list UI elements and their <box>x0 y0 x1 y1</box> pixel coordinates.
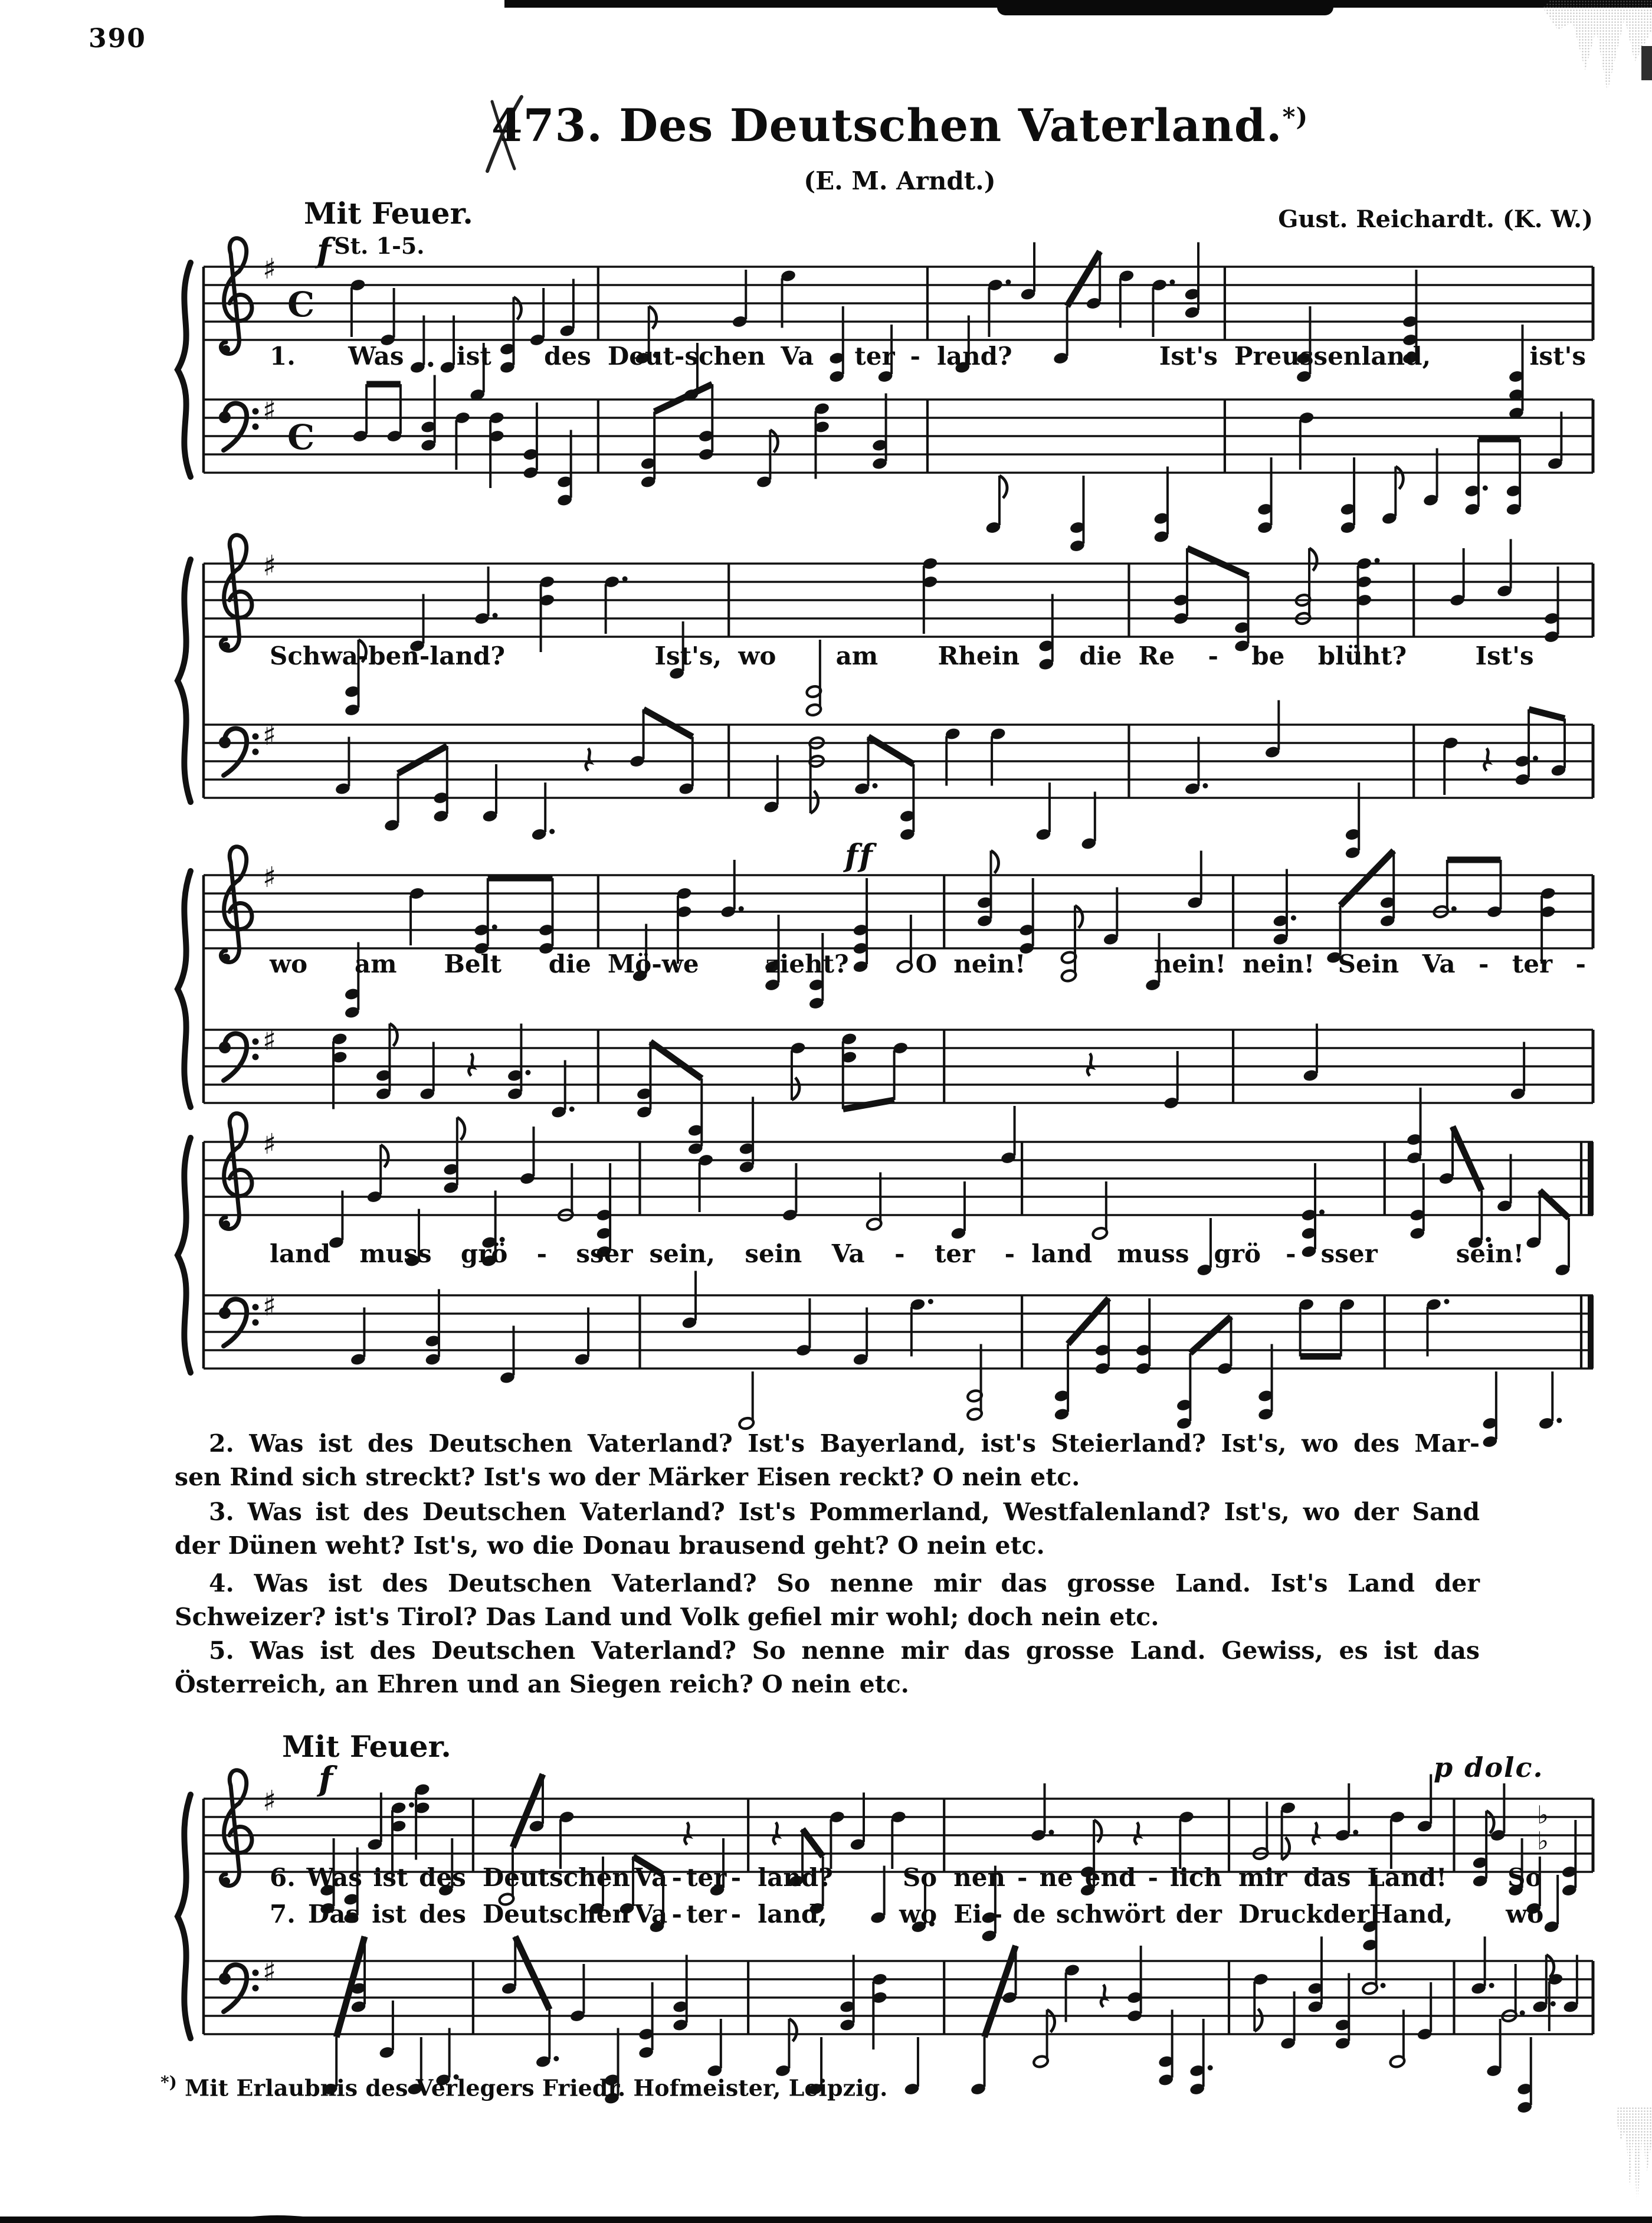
lyric-token: nen <box>953 1863 1005 1892</box>
lyric-token: nein! <box>1153 950 1227 978</box>
lyric-token: - <box>536 1239 548 1268</box>
svg-text:♯: ♯ <box>263 1785 277 1818</box>
svg-text:♯: ♯ <box>263 1128 277 1161</box>
lyric-token: - <box>1148 1863 1158 1892</box>
page-subtitle: (E. M. Arndt.) <box>804 166 996 195</box>
lyric-token: am <box>354 950 397 978</box>
lyric-token: das <box>1303 1863 1351 1892</box>
lyric-token: Ist's, <box>654 641 722 670</box>
lyric-token: land? <box>758 1863 833 1892</box>
lyric-token: muss <box>359 1239 432 1268</box>
lyric-token: ist <box>456 342 491 371</box>
lyric-token: O <box>915 950 938 978</box>
lyric-measure <box>608 343 920 369</box>
svg-text:♯: ♯ <box>263 253 277 286</box>
lyric-token: ter <box>686 1863 727 1892</box>
lyric-measure <box>270 1901 466 1927</box>
lyric-token: zieht? <box>765 950 849 978</box>
lyric-token: Ist's <box>1159 342 1218 371</box>
lyric-measure <box>1394 1241 1586 1267</box>
verse-5-line-1: 5. Was ist des Deutschen Vaterland? So nenne mir das grosse Land. Gewiss, es ist das <box>209 1636 1480 1665</box>
lyric-token: Preussenland, <box>1234 342 1431 371</box>
svg-text:♭: ♭ <box>1537 1826 1549 1855</box>
lyric-token: land? <box>936 342 1012 371</box>
verse-block <box>175 1634 1480 1701</box>
forte-marking-2: f <box>319 1760 333 1799</box>
verse-4-line-2: Schweizer? ist's Tirol? Das Land und Volk gefiel mir wohl; doch nein etc. <box>175 1603 1159 1631</box>
title-footnote-mark: *) <box>1282 102 1309 132</box>
lyric-token: mir <box>1238 1863 1287 1892</box>
verse-block <box>175 1427 1480 1494</box>
verse-4-line-1: 4. Was ist des Deutschen Vaterland? So nenne mir das grosse Land. Ist's Land der <box>209 1569 1480 1597</box>
lyric-token: nein! <box>953 950 1026 978</box>
scan-mark-right-edge <box>1641 46 1652 80</box>
tempo-marking-1: Mit Feuer. <box>304 196 473 231</box>
lyric-token: ist <box>373 1863 408 1892</box>
lyric-token: schwört <box>1056 1900 1166 1929</box>
lyric-token: Sein <box>1338 950 1399 978</box>
lyric-token: - <box>1017 1863 1028 1892</box>
lyric-token: wo <box>1506 1900 1544 1929</box>
lyric-measure <box>1423 643 1586 669</box>
page-number: 390 <box>88 24 146 54</box>
lyric-token: land, <box>758 1900 827 1929</box>
footnote-mark: *) <box>160 2073 177 2092</box>
lyric-token: 7. <box>270 1900 296 1929</box>
lyric-measure <box>1138 643 1407 669</box>
lyric-token: - <box>894 1239 905 1268</box>
lyric-token: 6. <box>270 1863 296 1892</box>
lyric-token: - <box>992 1900 1002 1929</box>
lyric-measure <box>758 1901 937 1927</box>
lyric-token: - <box>1208 641 1218 670</box>
lyric-token: - <box>1004 1239 1015 1268</box>
lyric-token: des <box>544 342 591 371</box>
lyric-measure <box>937 343 1218 369</box>
lyric-token: Was <box>348 342 404 371</box>
lyric-token: die <box>1079 641 1122 670</box>
svg-text:♯: ♯ <box>263 394 277 427</box>
lyric-token: - <box>829 342 840 371</box>
lyric-token: der <box>1175 1900 1222 1929</box>
piano-dolce-marking: p dolc. <box>1434 1751 1544 1783</box>
lyric-token: ne <box>1039 1863 1073 1892</box>
lyric-token: des <box>419 1900 466 1929</box>
lyric-token: wo <box>738 641 776 670</box>
lyric-token: grö <box>1214 1239 1261 1268</box>
lyric-token: muss <box>1117 1239 1189 1268</box>
lyric-measure <box>1238 1900 1453 1929</box>
scan-blob-top <box>997 0 1333 15</box>
lyric-token: Land! <box>1367 1863 1447 1892</box>
lyric-token: ist <box>372 1900 407 1929</box>
lyric-token: Re <box>1138 641 1175 670</box>
lyric-token: - <box>730 1863 742 1892</box>
page-title <box>206 99 1593 152</box>
svg-text:C: C <box>287 284 315 325</box>
lyric-token: Hand, <box>1369 1900 1453 1929</box>
lyric-token: - <box>1575 950 1586 978</box>
verse-2-line-1: 2. Was ist des Deutschen Vaterland? Ist's Bayerland, ist's Steierland? Ist's, wo des Mar- <box>209 1429 1480 1458</box>
lyric-measure <box>1238 1865 1447 1891</box>
lyric-token: Was <box>306 1863 362 1892</box>
lyric-token: Ei <box>953 1900 982 1929</box>
forte-marking: f <box>317 231 332 270</box>
lyric-token: sein, <box>649 1239 715 1268</box>
lyric-token: am <box>835 641 879 670</box>
verse-block <box>175 1495 1480 1563</box>
verse-block <box>175 1567 1480 1634</box>
verse-3-line-2: der Dünen weht? Ist's, wo die Donau brausend geht? O nein etc. <box>175 1531 1045 1560</box>
lyric-measure <box>758 1865 937 1891</box>
lyric-token: wo <box>899 1900 938 1929</box>
svg-text:♯: ♯ <box>263 549 277 582</box>
lyric-token: nein! <box>1243 950 1315 978</box>
lyric-token: sser <box>1320 1239 1378 1268</box>
lyric-measure <box>1031 1241 1378 1267</box>
scan-bumps-bottom <box>0 2178 1652 2223</box>
lyric-token: So <box>902 1863 938 1892</box>
lyric-token: die <box>548 950 591 978</box>
lyric-token: wo <box>270 950 308 978</box>
svg-text:♯: ♯ <box>263 1024 277 1057</box>
lyric-token: - <box>730 1900 742 1929</box>
lyric-token: des <box>419 1863 466 1892</box>
lyric-token: Va <box>634 1863 668 1892</box>
lyric-measure <box>953 951 1226 977</box>
music-system-1 <box>0 205 1652 541</box>
lyric-token: Das <box>307 1900 360 1929</box>
lyric-token: grö <box>460 1239 508 1268</box>
lyric-token: sein <box>745 1239 802 1268</box>
lyric-token: - <box>1286 1239 1296 1268</box>
lyric-token: - <box>910 342 920 371</box>
lyric-token: Schwa-ben-land? <box>270 641 505 670</box>
lyric-token: So <box>1507 1863 1542 1892</box>
lyric-measure <box>738 643 1122 669</box>
lyric-token: sein! <box>1456 1239 1525 1268</box>
lyric-measure <box>270 643 722 669</box>
svg-text:♯: ♯ <box>263 861 277 894</box>
lyric-token: lich <box>1169 1863 1222 1892</box>
footnote-text: Mit Erlaubnis des Verlegers Friedr. Hofmeister, Leipzig. <box>185 2074 888 2101</box>
verse-5-line-2: Österreich, an Ehren und an Siegen reich? O nein etc. <box>175 1670 909 1698</box>
lyric-measure <box>953 1865 1222 1891</box>
lyric-token: ist's <box>1529 342 1586 371</box>
lyric-token: der <box>1323 1900 1369 1929</box>
lyric-measure <box>270 951 591 977</box>
lyric-token: ter <box>686 1900 727 1929</box>
lyric-token: land <box>1031 1239 1093 1268</box>
publisher-footnote <box>160 2073 887 2101</box>
music-system-2 <box>0 502 1652 866</box>
lyric-token: Deutschen <box>482 1863 630 1892</box>
lyric-token: Va <box>781 342 814 371</box>
lyric-token: Ist's <box>1475 641 1534 670</box>
svg-text:♯: ♯ <box>263 1289 277 1322</box>
lyric-measure <box>649 1241 1015 1267</box>
lyric-token: Va <box>1422 950 1456 978</box>
lyric-measure <box>1464 1901 1587 1927</box>
lyric-token: Deut-schen <box>607 342 766 371</box>
lyric-token: land <box>270 1239 331 1268</box>
lyric-token: Deutschen <box>482 1900 630 1929</box>
lyric-token: blüht? <box>1317 641 1407 670</box>
lyric-token: ter <box>934 1239 975 1268</box>
lyric-token: - <box>671 1863 682 1892</box>
fortissimo-marking: ff <box>845 838 874 874</box>
lyric-token: end <box>1084 1863 1136 1892</box>
svg-text:C: C <box>287 417 315 457</box>
lyric-measure <box>1464 1865 1587 1891</box>
lyric-measure <box>953 1901 1222 1927</box>
scan-noise-top-right <box>1528 0 1652 100</box>
lyric-token: ter <box>1512 950 1553 978</box>
lyric-token: sser <box>576 1239 633 1268</box>
title-text: 473. Des Deutschen Vaterland. <box>491 99 1283 152</box>
lyric-token: Rhein <box>938 641 1020 670</box>
composer-attribution: Gust. Reichardt. (K. W.) <box>1278 205 1593 233</box>
lyric-measure <box>483 1865 741 1891</box>
lyric-token: ter <box>854 342 895 371</box>
tempo-marking-2: Mit Feuer. <box>282 1729 451 1764</box>
lyric-measure <box>1243 951 1586 977</box>
lyric-token: Mö-we <box>607 950 699 978</box>
lyric-token: de <box>1012 1900 1046 1929</box>
lyric-measure <box>483 1901 741 1927</box>
lyric-measure <box>1234 343 1586 369</box>
svg-text:♭: ♭ <box>1537 1800 1549 1829</box>
verse-2-line-2: sen Rind sich streckt? Ist's wo der Märker Eisen reckt? O nein etc. <box>175 1463 1080 1491</box>
lyric-token: Belt <box>444 950 502 978</box>
svg-text:♯: ♯ <box>263 1955 277 1988</box>
lyric-token: - <box>671 1900 682 1929</box>
lyric-measure <box>270 1241 632 1267</box>
stanza-range-label: St. 1-5. <box>334 233 425 259</box>
lyric-token: Va <box>634 1900 668 1929</box>
verse-3-line-1: 3. Was ist des Deutschen Vaterland? Ist's Pommerland, Westfalenland? Ist's, wo der Sand <box>209 1498 1480 1526</box>
lyric-token: - <box>1479 950 1489 978</box>
lyric-measure <box>270 1865 466 1891</box>
lyric-token: be <box>1251 641 1285 670</box>
lyric-token: Druck <box>1238 1900 1323 1929</box>
svg-text:♯: ♯ <box>263 719 277 752</box>
lyric-measure <box>270 343 591 369</box>
lyric-measure <box>608 951 937 977</box>
lyric-token: Va <box>831 1239 865 1268</box>
lyric-token: 1. <box>270 342 296 371</box>
